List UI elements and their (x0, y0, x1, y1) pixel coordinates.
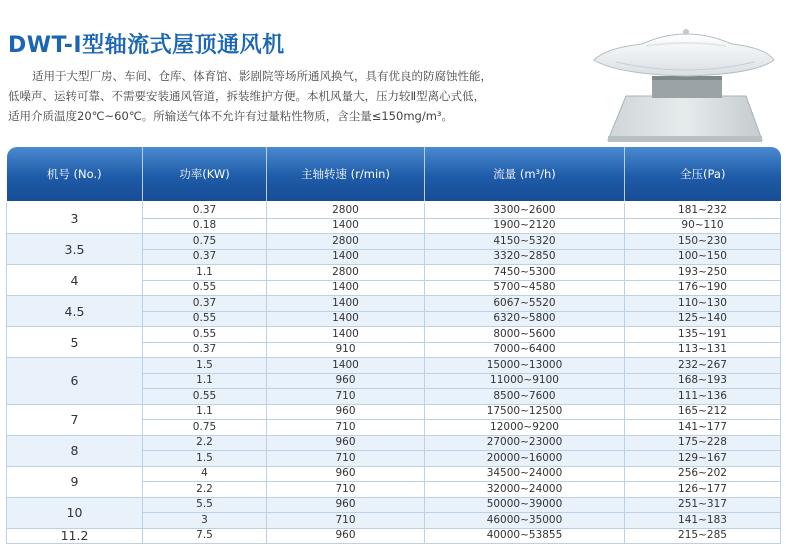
power-cell: 0.37 (143, 249, 267, 265)
roof-fan-product-image (586, 18, 778, 146)
power-cell: 7.5 (143, 528, 267, 544)
table-row (7, 435, 781, 451)
speed-cell: 910 (267, 342, 425, 358)
flow-cell: 8500~7600 (425, 389, 625, 405)
description-line-3: 适用介质温度20℃~60℃。所输送气体不允许有过量粘性物质，含尘量≤150mg/m³。 (8, 109, 454, 123)
header-speed: 主轴转速 (r/min) (267, 147, 425, 202)
power-cell: 0.55 (143, 280, 267, 296)
power-cell: 3 (143, 513, 267, 529)
pressure-cell: 256~202 (625, 466, 781, 482)
speed-cell: 710 (267, 513, 425, 529)
spec-table-body (7, 202, 781, 544)
table-row (7, 265, 781, 281)
header-power: 功率(KW) (143, 147, 267, 202)
flow-cell: 50000~39000 (425, 497, 625, 513)
flow-cell: 4150~5320 (425, 234, 625, 250)
pressure-cell: 251~317 (625, 497, 781, 513)
flow-cell: 34500~24000 (425, 466, 625, 482)
power-cell: 0.37 (143, 342, 267, 358)
pressure-cell: 111~136 (625, 389, 781, 405)
flow-cell: 46000~35000 (425, 513, 625, 529)
power-cell: 1.5 (143, 358, 267, 374)
table-row (7, 234, 781, 250)
speed-cell: 2800 (267, 265, 425, 281)
pressure-cell: 129~167 (625, 451, 781, 467)
page-title: DWT-Ⅰ型轴流式屋顶通风机 (8, 33, 285, 58)
pressure-cell: 113~131 (625, 342, 781, 358)
model-cell: 4 (7, 265, 143, 296)
pressure-cell: 175~228 (625, 435, 781, 451)
power-cell: 1.1 (143, 404, 267, 420)
pressure-cell: 150~230 (625, 234, 781, 250)
model-cell: 3.5 (7, 234, 143, 265)
speed-cell: 1400 (267, 280, 425, 296)
model-cell: 7 (7, 404, 143, 435)
table-row (7, 528, 781, 544)
model-cell: 6 (7, 358, 143, 405)
flow-cell: 11000~9100 (425, 373, 625, 389)
flow-cell: 32000~24000 (425, 482, 625, 498)
speed-cell: 1400 (267, 311, 425, 327)
pressure-cell: 168~193 (625, 373, 781, 389)
power-cell: 0.18 (143, 218, 267, 234)
table-row (7, 296, 781, 312)
model-cell: 3 (7, 202, 143, 234)
flow-cell: 17500~12500 (425, 404, 625, 420)
product-description (8, 66, 608, 126)
pressure-cell: 126~177 (625, 482, 781, 498)
table-row (7, 466, 781, 482)
speed-cell: 1400 (267, 296, 425, 312)
table-row (7, 497, 781, 513)
power-cell: 0.37 (143, 296, 267, 312)
description-line-1: 适用于大型厂房、车间、仓库、体育馆、影剧院等场所通风换气，具有优良的防腐蚀性能， (32, 69, 492, 83)
power-cell: 0.75 (143, 420, 267, 436)
pressure-cell: 165~212 (625, 404, 781, 420)
pressure-cell: 90~110 (625, 218, 781, 234)
flow-cell: 3320~2850 (425, 249, 625, 265)
power-cell: 5.5 (143, 497, 267, 513)
flow-cell: 6320~5800 (425, 311, 625, 327)
flow-cell: 6067~5520 (425, 296, 625, 312)
pressure-cell: 100~150 (625, 249, 781, 265)
flow-cell: 7450~5300 (425, 265, 625, 281)
header-model: 机号 (No.) (7, 147, 143, 202)
flow-cell: 15000~13000 (425, 358, 625, 374)
model-cell: 11.2 (7, 528, 143, 544)
speed-cell: 960 (267, 466, 425, 482)
pressure-cell: 215~285 (625, 528, 781, 544)
flow-cell: 7000~6400 (425, 342, 625, 358)
pressure-cell: 181~232 (625, 202, 781, 218)
flow-cell: 3300~2600 (425, 202, 625, 218)
speed-cell: 960 (267, 497, 425, 513)
model-cell: 9 (7, 466, 143, 497)
model-cell: 4.5 (7, 296, 143, 327)
power-cell: 0.55 (143, 327, 267, 343)
flow-cell: 12000~9200 (425, 420, 625, 436)
power-cell: 0.75 (143, 234, 267, 250)
power-cell: 1.1 (143, 265, 267, 281)
flow-cell: 27000~23000 (425, 435, 625, 451)
pressure-cell: 176~190 (625, 280, 781, 296)
flow-cell: 20000~16000 (425, 451, 625, 467)
table-row (7, 202, 781, 218)
flow-cell: 8000~5600 (425, 327, 625, 343)
speed-cell: 710 (267, 389, 425, 405)
flow-cell: 40000~53855 (425, 528, 625, 544)
table-row (7, 358, 781, 374)
power-cell: 4 (143, 466, 267, 482)
table-row (7, 327, 781, 343)
speed-cell: 1400 (267, 358, 425, 374)
pressure-cell: 141~183 (625, 513, 781, 529)
speed-cell: 710 (267, 482, 425, 498)
flow-cell: 1900~2120 (425, 218, 625, 234)
pressure-cell: 125~140 (625, 311, 781, 327)
header-pressure: 全压(Pa) (625, 147, 781, 202)
pressure-cell: 135~191 (625, 327, 781, 343)
power-cell: 0.37 (143, 202, 267, 218)
model-cell: 8 (7, 435, 143, 466)
speed-cell: 1400 (267, 327, 425, 343)
power-cell: 0.55 (143, 311, 267, 327)
speed-cell: 960 (267, 528, 425, 544)
pressure-cell: 141~177 (625, 420, 781, 436)
pressure-cell: 232~267 (625, 358, 781, 374)
speed-cell: 1400 (267, 218, 425, 234)
speed-cell: 960 (267, 404, 425, 420)
speed-cell: 2800 (267, 202, 425, 218)
model-cell: 5 (7, 327, 143, 358)
power-cell: 2.2 (143, 482, 267, 498)
spec-table (6, 147, 781, 544)
speed-cell: 2800 (267, 234, 425, 250)
speed-cell: 960 (267, 373, 425, 389)
power-cell: 0.55 (143, 389, 267, 405)
speed-cell: 1400 (267, 249, 425, 265)
power-cell: 1.5 (143, 451, 267, 467)
description-line-2: 低噪声、运转可靠、不需要安装通风管道，拆装维护方便。本机风量大，压力较Ⅱ型离心式低， (8, 89, 486, 103)
pressure-cell: 110~130 (625, 296, 781, 312)
speed-cell: 960 (267, 435, 425, 451)
power-cell: 1.1 (143, 373, 267, 389)
pressure-cell: 193~250 (625, 265, 781, 281)
table-row (7, 404, 781, 420)
header-flow: 流量 (m³/h) (425, 147, 625, 202)
model-cell: 10 (7, 497, 143, 528)
speed-cell: 710 (267, 420, 425, 436)
speed-cell: 710 (267, 451, 425, 467)
power-cell: 2.2 (143, 435, 267, 451)
flow-cell: 5700~4580 (425, 280, 625, 296)
spec-table-header (7, 147, 781, 202)
